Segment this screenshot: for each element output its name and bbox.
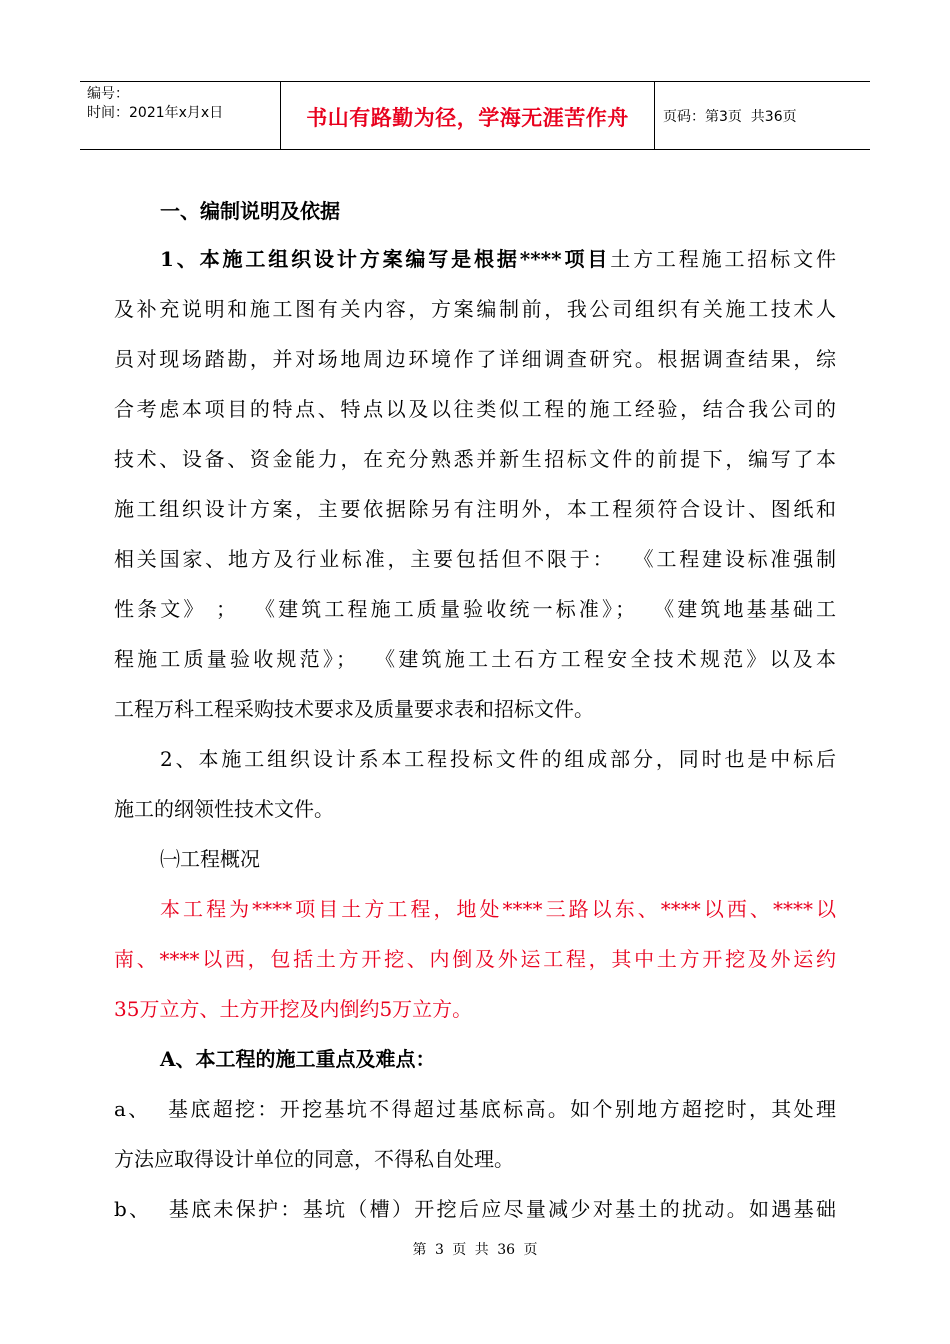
item-b-line-1: b、 基底未保护：基坑（槽）开挖后应尽量减少对基土的扰动。如遇基础	[114, 1197, 836, 1221]
paragraph-1-bold-lead: 1、本施工组织设计方案编写是根据****项目	[160, 247, 611, 271]
paragraph-1-line-2: 及补充说明和施工图有关内容，方案编制前，我公司组织有关施工技术人	[114, 297, 836, 321]
paragraph-2-line-2: 施工的纲领性技术文件。	[114, 797, 334, 821]
heading-section-1: 一、编制说明及依据	[160, 199, 340, 223]
time-label: 时间：2021年x月x日	[87, 105, 224, 121]
paragraph-1-line-5: 技术、设备、资金能力，在充分熟悉并新生招标文件的前提下，编写了本	[114, 447, 836, 471]
paragraph-1-line-9: 程施工质量验收规范》； 《建筑施工土石方工程安全技术规范》以及本	[114, 647, 836, 671]
paragraph-1-line-8: 性条文》 ； 《建筑工程施工质量验收统一标准》； 《建筑地基基础工	[114, 597, 836, 621]
header-meta	[80, 82, 281, 149]
overview-red-line-3: 35万立方、土方开挖及内倒约5万立方。	[114, 997, 473, 1021]
paragraph-1-line-7: 相关国家、地方及行业标准，主要包括但不限于： 《工程建设标准强制	[114, 547, 836, 571]
heading-key-difficulties: A、本工程的施工重点及难点：	[160, 1047, 436, 1071]
paragraph-1-line-10: 工程万科工程采购技术要求及质量要求表和招标文件。	[114, 697, 594, 721]
header-motto: 书山有路勤为径，学海无涯苦作舟	[281, 82, 655, 149]
paragraph-1-line-1	[160, 246, 836, 272]
item-a-line-1: a、 基底超挖：开挖基坑不得超过基底标高。如个别地方超挖时，其处理	[114, 1097, 836, 1121]
item-a-line-2: 方法应取得设计单位的同意，不得私自处理。	[114, 1147, 514, 1171]
section-heading-overview: ㈠工程概况	[160, 847, 260, 871]
code-label: 编号：	[87, 86, 129, 102]
header-page-info	[655, 82, 870, 149]
paragraph-1-line-1-rest: 土方工程施工招标文件	[610, 247, 836, 271]
paragraph-1-line-4: 合考虑本项目的特点、特点以及以往类似工程的施工经验，结合我公司的	[114, 397, 836, 421]
overview-red-line-2: 南、****以西，包括土方开挖、内倒及外运工程，其中土方开挖及外运约	[114, 947, 836, 971]
page-footer: 第 3 页 共 36 页	[412, 1242, 538, 1258]
page-header	[80, 81, 870, 150]
paragraph-1-line-3: 员对现场踏勘，并对场地周边环境作了详细调查研究。根据调查结果，综	[114, 347, 836, 371]
paragraph-2-line-1: 2、本施工组织设计系本工程投标文件的组成部分，同时也是中标后	[160, 747, 836, 771]
paragraph-1-line-6: 施工组织设计方案，主要依据除另有注明外，本工程须符合设计、图纸和	[114, 497, 836, 521]
page-info-text: 页码：第3页 共36页	[663, 108, 797, 125]
overview-red-line-1: 本工程为****项目土方工程，地处****三路以东、****以西、****以	[160, 897, 836, 921]
